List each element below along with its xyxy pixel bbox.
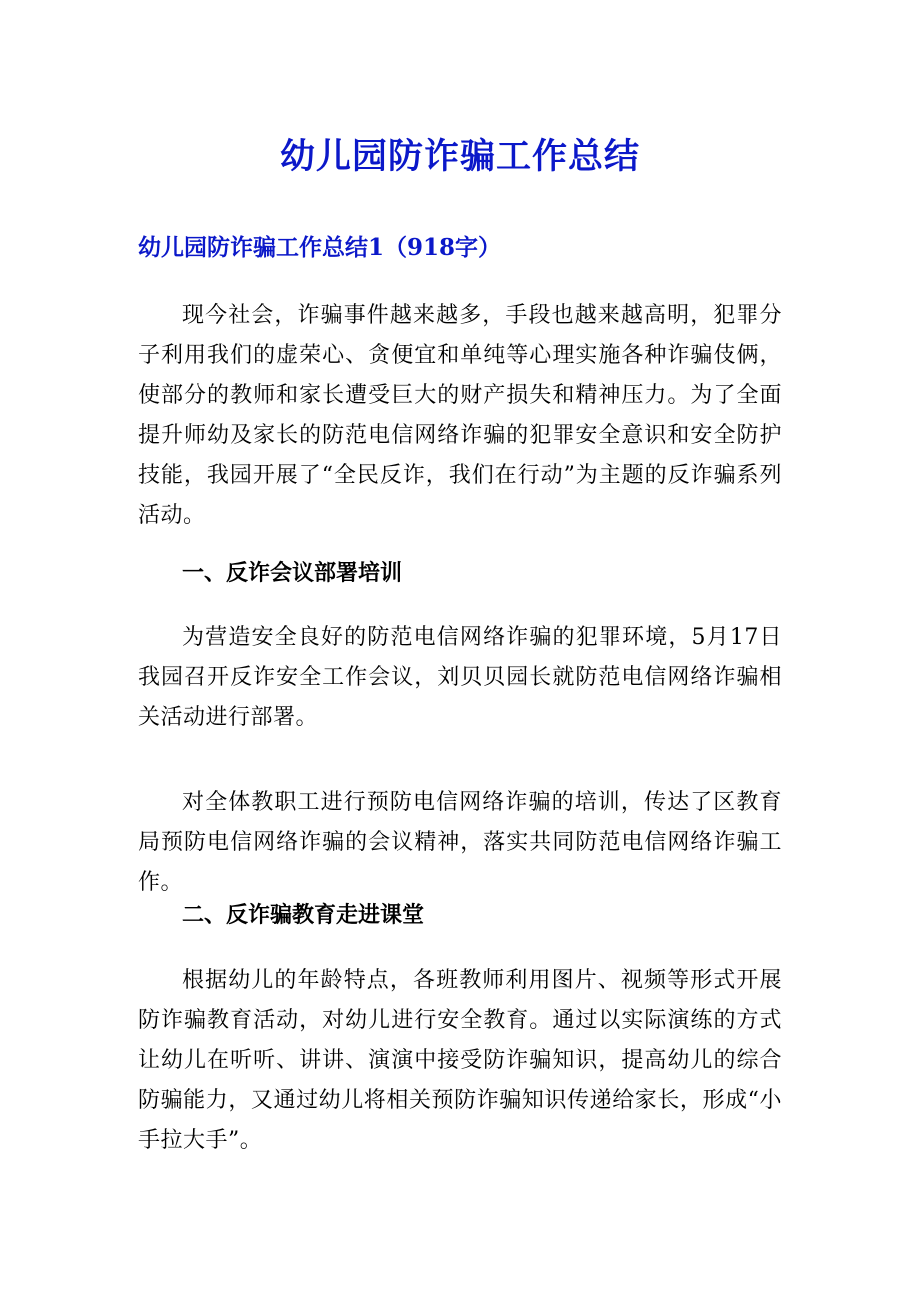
part2-paragraph-1: 根据幼儿的年龄特点，各班教师利用图片、视频等形式开展防诈骗教育活动，对幼儿进行安全教育。通过以实际演练的方式让幼儿在听听、讲讲、演演中接受防诈骗知识，提高幼儿的综合防骗能力，又通过幼儿将相关预防诈骗知识传递给家长，形成“小手拉大手”。	[138, 968, 782, 1153]
part1-heading: 一、反诈会议部署培训	[182, 560, 403, 586]
part1-paragraph-1: 为营造安全良好的防范电信网络诈骗的犯罪环境，5月17日我园召开反诈安全工作会议，刘贝贝园长就防范电信网络诈骗相关活动进行部署。	[138, 625, 782, 730]
section-heading: 幼儿园防诈骗工作总结1（918字）	[138, 234, 502, 261]
part2-heading: 二、反诈骗教育走进课堂	[182, 902, 425, 928]
part1-paragraph-2: 对全体教职工进行预防电信网络诈骗的培训，传达了区教育局预防电信网络诈骗的会议精神，落实共同防范电信网络诈骗工作。	[138, 790, 782, 895]
intro-paragraph: 现今社会，诈骗事件越来越多，手段也越来越高明，犯罪分子利用我们的虚荣心、贪便宜和单纯等心理实施各种诈骗伎俩，使部分的教师和家长遭受巨大的财产损失和精神压力。为了全面提升师幼及家长的防范电信网络诈骗的犯罪安全意识和安全防护技能，我园开展了“全民反诈，我们在行动”为主题的反诈骗系列活动。	[138, 303, 782, 528]
document-title: 幼儿园防诈骗工作总结	[279, 136, 640, 177]
